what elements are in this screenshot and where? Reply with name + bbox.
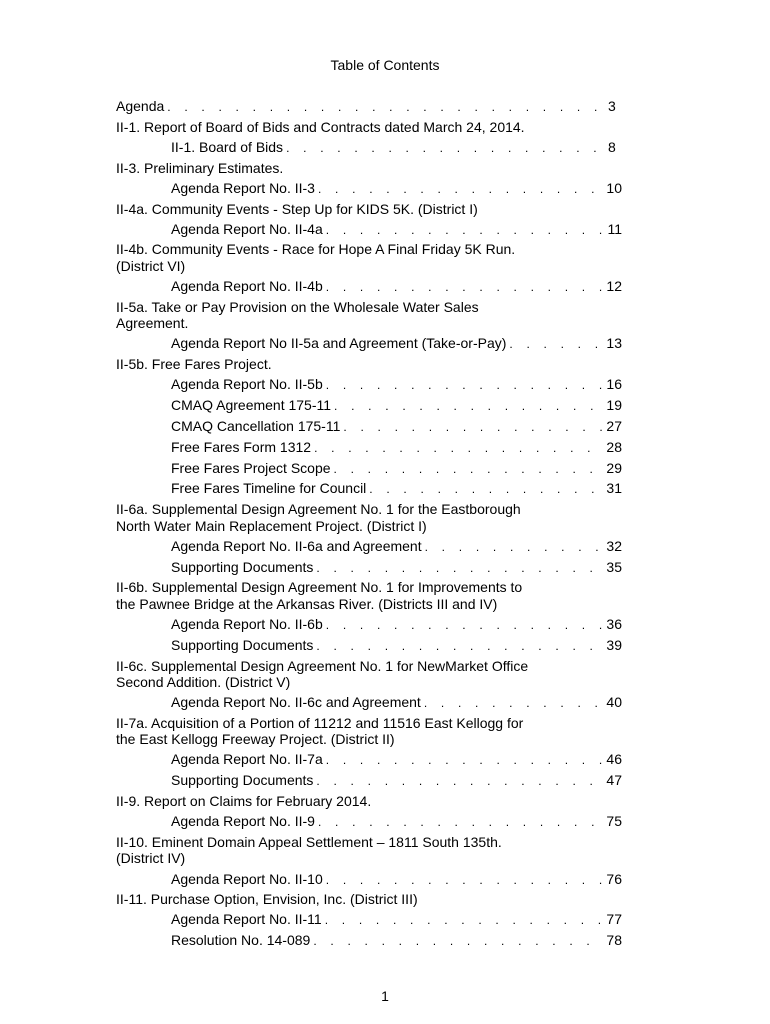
toc-entry[interactable] [116,930,622,951]
toc-entry-label: Agenda Report No. II-6b [171,615,323,632]
toc-list [116,96,622,951]
toc-entry-page: 10 [606,179,622,196]
toc-entry-page: 12 [606,278,622,295]
dot-leader [316,636,602,657]
toc-entry-label: Agenda Report No. II-6c and Agreement [171,694,421,711]
dot-leader [509,334,602,355]
dot-leader [343,417,602,438]
dot-leader [424,693,603,714]
toc-entry-label: Agenda Report No. II-9 [171,813,315,830]
toc-section-heading: II-5a. Take or Pay Provision on the Wholesale Water Sales Agreement. [116,298,479,332]
toc-entry-page: 36 [606,615,622,632]
dot-leader [369,479,602,500]
toc-entry[interactable] [116,333,622,354]
toc-entry[interactable] [116,869,622,890]
dot-leader [326,615,603,636]
toc-entry[interactable] [116,557,622,578]
dot-leader [316,558,602,579]
toc-entry-page: 40 [606,694,622,711]
toc-entry-label: Agenda Report No. II-11 [171,911,322,928]
toc-entry-label: Agenda Report No. II-10 [171,870,323,887]
toc-entry[interactable] [116,374,622,395]
toc-entry[interactable] [116,692,622,713]
toc-entry-page: 28 [606,438,622,455]
dot-leader [325,910,603,931]
toc-entry[interactable] [116,614,622,635]
toc-section-heading: II-7a. Acquisition of a Portion of 11212 and 11516 East Kellogg for the East Kellogg Freeway Project. (District II) [116,714,524,748]
toc-entry[interactable] [116,536,622,557]
toc-entry-page: 78 [606,932,622,949]
toc-entry-page: 46 [606,751,622,768]
toc-entry[interactable] [116,770,622,791]
dot-leader [326,375,603,396]
toc-entry-page: 8 [608,138,616,155]
toc-section-heading: II-5b. Free Fares Project. [116,356,272,373]
page-title: Table of Contents [330,57,440,73]
toc-entry-page: 76 [606,870,622,887]
toc-entry[interactable] [116,478,622,499]
toc-entry[interactable] [116,635,622,656]
toc-entry-label: Agenda Report No. II-4a [171,220,323,237]
toc-entry[interactable] [116,811,622,832]
dot-leader [326,277,603,298]
toc-entry-label: CMAQ Agreement 175-11 [171,397,332,414]
toc-entry-page: 47 [606,772,622,789]
toc-section-heading: II-6b. Supplemental Design Agreement No. 1 for Improvements to the Pawnee Bridge at the Arkansas River. (Districts III and IV) [116,579,523,612]
toc-entry[interactable] [116,437,622,458]
toc-entry-page: 19 [606,397,622,414]
toc-entry-label: CMAQ Cancellation 175-11 [171,417,341,434]
toc-entry-page: 3 [608,98,616,114]
toc-section-heading: II-9. Report on Claims for February 2014. [116,793,372,810]
toc-section-heading: II-4b. Community Events - Race for Hope A Final Friday 5K Run. (District VI) [116,241,516,274]
toc-entry-label: Free Fares Project Scope [171,459,331,476]
toc-entry[interactable] [116,909,622,930]
toc-entry-label: Supporting Documents [171,636,314,653]
page-number: 1 [381,988,389,1004]
toc-section-heading: II-6a. Supplemental Design Agreement No. 1 for the Eastborough North Water Main Replacement Project. (District I) [116,501,521,534]
dot-leader [286,138,604,159]
toc-entry[interactable] [116,276,622,297]
toc-section-heading: II-3. Preliminary Estimates. [116,159,284,176]
dot-leader [334,459,603,480]
dot-leader [326,220,604,241]
toc-entry-label: Resolution No. 14-089 [171,932,311,949]
toc-entry-label: Agenda Report No. II-3 [171,179,315,196]
toc-entry-page: 16 [606,376,622,393]
toc-entry-page: 11 [607,220,622,237]
toc-entry-label: Supporting Documents [171,772,314,789]
toc-entry[interactable] [116,749,622,770]
toc-entry[interactable] [116,416,622,437]
toc-section-heading: II-10. Eminent Domain Appeal Settlement – 1811 South 135th. (District IV) [116,833,502,867]
toc-entry-label: Free Fares Form 1312 [171,438,312,455]
toc-entry-page: 32 [606,537,622,554]
toc-entry-page: 29 [606,459,622,476]
dot-leader [313,931,602,952]
toc-entry[interactable] [116,96,622,117]
toc-entry-page: 27 [606,417,622,434]
toc-section-heading: II-6c. Supplemental Design Agreement No. 1 for NewMarket Office Second Addition. (District V) [116,657,529,690]
toc-section-heading: II-11. Purchase Option, Envision, Inc. (District III) [116,891,418,908]
toc-entry-label: Agenda Report No. II-5b [171,376,323,393]
toc-entry-label: Free Fares Timeline for Council [171,480,367,497]
toc-entry-page: 31 [606,480,622,497]
toc-section-heading: II-1. Report of Board of Bids and Contracts dated March 24, 2014. [116,118,525,135]
toc-entry-label: Agenda Report No II-5a and Agreement (Take-or-Pay) [171,335,507,352]
dot-leader [326,870,603,891]
toc-entry-label: Supporting Documents [171,558,314,575]
toc-entry[interactable] [116,458,622,479]
toc-entry-label: Agenda Report No. II-7a [171,751,323,768]
dot-leader [318,812,602,833]
toc-entry-label: Agenda Report No. II-4b [171,278,323,295]
dot-leader [318,179,602,200]
toc-entry[interactable] [116,178,622,199]
toc-entry-label: II-1. Board of Bids [171,138,284,155]
dot-leader [167,97,604,118]
toc-section-heading: II-4a. Community Events - Step Up for KIDS 5K. (District I) [116,200,478,217]
dot-leader [314,438,602,459]
dot-leader [326,750,603,771]
toc-entry-page: 13 [606,335,622,352]
toc-entry-page: 77 [606,911,622,928]
dot-leader [334,396,602,417]
toc-entry[interactable] [116,219,622,240]
toc-entry-label: Agenda [116,98,165,114]
dot-leader [316,771,602,792]
toc-entry-label: Agenda Report No. II-6a and Agreement [171,537,422,554]
toc-entry-page: 39 [606,636,622,653]
toc-entry[interactable] [116,137,622,158]
toc-entry-page: 75 [606,813,622,830]
toc-entry-page: 35 [606,558,622,575]
dot-leader [425,537,603,558]
toc-entry[interactable] [116,395,622,416]
